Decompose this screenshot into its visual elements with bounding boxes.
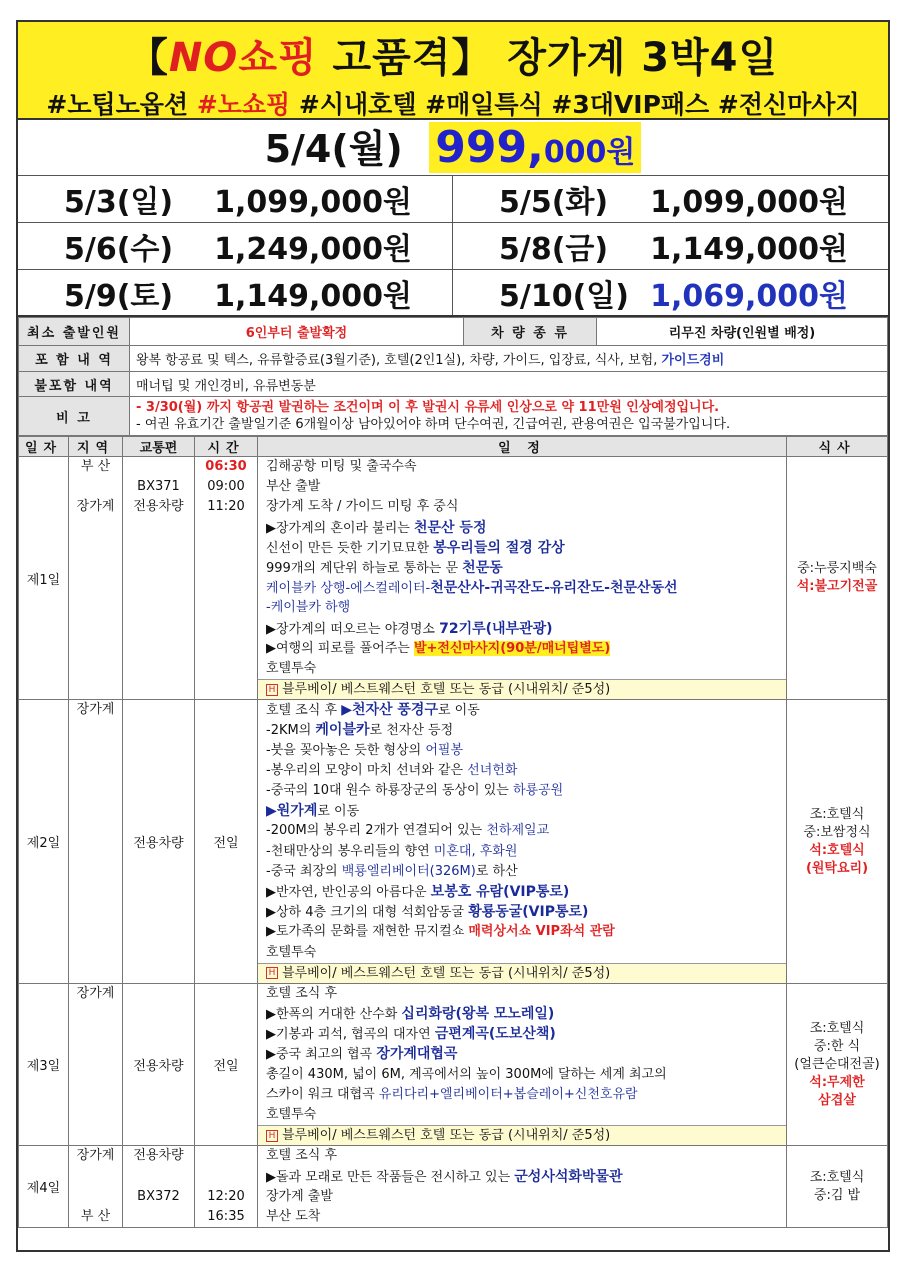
price-row <box>18 176 888 223</box>
line-text: ▶중국 최고의 협곡 <box>266 1047 377 1063</box>
price-date: 5/9(토) <box>64 278 174 314</box>
price-date: 5/8(금) <box>499 232 609 267</box>
day-label: 제1일 <box>19 457 69 700</box>
day-time <box>195 457 258 700</box>
itinerary-line <box>258 1024 786 1044</box>
price-value: 1,249,000원 <box>214 232 412 267</box>
meal-text: 석:무제한 <box>809 1074 865 1090</box>
hotel-line <box>258 963 786 983</box>
day-time: 전일 <box>195 983 258 1146</box>
line-text: ▶토가족의 문화를 재현한 뮤지컬쇼 <box>266 924 469 940</box>
transport-text: BX371 <box>137 479 180 495</box>
itinerary-line <box>258 518 786 538</box>
itinerary-line: 호텔 조식 후 <box>266 1148 338 1164</box>
itinerary-line: 부산 출발 <box>266 479 321 495</box>
line-text: -중국 최장의 <box>266 863 342 879</box>
region-text: 부 산 <box>80 459 111 474</box>
line-highlight: 금편계곡(도보산책) <box>434 1026 556 1043</box>
itinerary-line: 호텔투숙 <box>266 660 317 676</box>
note-line: - 여권 유효기간 출발일기준 6개월이상 남아있어야 하며 단수여권, 긴급여권, 관용여권은 입국불가입니다. <box>136 417 731 432</box>
meal-text: 중:한 식 <box>813 1038 861 1054</box>
transport-text: BX372 <box>137 1188 180 1204</box>
line-text: -200M의 봉우리 2개가 연결되어 있는 <box>266 823 487 839</box>
info-row <box>19 318 888 346</box>
line-text: -천태만상의 봉우리들의 향연 <box>266 843 434 859</box>
line-text: -2KM의 <box>266 723 316 739</box>
include-highlight: 가이드경비 <box>661 353 725 368</box>
title-shopping: 쇼핑 <box>238 35 318 81</box>
itinerary-line: 김해공항 미팅 및 출국수속 <box>266 459 417 474</box>
note-label: 비 고 <box>19 397 130 436</box>
region-text: 장가계 <box>76 702 115 718</box>
hotel-icon: H <box>266 684 278 696</box>
hotel-text: 블루베이/ 베스트웨스턴 호텔 또는 동급 (시내위치/ 준5성) <box>282 965 611 981</box>
transport-text: 전용차량 <box>133 499 184 515</box>
line-highlight: 하룡공원 <box>512 783 564 798</box>
featured-price-value <box>429 122 641 173</box>
schedule-day-row <box>19 983 888 1146</box>
itinerary-line: 총길이 430M, 넓이 6M, 계곡에서의 높이 300M에 달하는 세계 최고의 <box>266 1066 667 1082</box>
hotel-icon: H <box>266 1130 278 1142</box>
title-bracket: 【 <box>127 35 169 81</box>
meal-text: 석:불고기전골 <box>796 579 878 595</box>
hotel-icon: H <box>266 967 278 979</box>
itinerary-line <box>258 1167 786 1187</box>
line-text: ▶장가계의 떠오르는 야경명소 <box>266 621 440 637</box>
line-highlight: 봉우리들의 절경 감상 <box>433 539 565 556</box>
itinerary-line <box>258 558 786 578</box>
itinerary-line <box>258 741 786 761</box>
itinerary-line <box>258 801 786 821</box>
line-text: ▶여행의 피로를 풀어주는 <box>266 640 414 656</box>
meal-text: 석:호텔식 <box>809 842 865 858</box>
price-cell <box>18 270 453 315</box>
price-value: 1,149,000원 <box>214 278 412 314</box>
line-highlight: 어필봉 <box>425 742 464 758</box>
schedule-header-row <box>19 437 888 457</box>
line-text: ▶장가계의 혼이라 불리는 <box>266 520 414 536</box>
itinerary-line: 호텔투숙 <box>266 944 317 960</box>
min-people-value: 6인부터 출발확정 <box>130 318 464 346</box>
meal-text: 조:호텔식 <box>809 1169 865 1185</box>
meal-text: 중:김 밥 <box>813 1187 861 1203</box>
schedule-day-row <box>19 700 888 984</box>
info-row <box>19 372 888 397</box>
line-highlight: 유리다리+엘리베이터+봅슬레이+신천호유람 <box>378 1086 638 1102</box>
itinerary-line <box>258 821 786 841</box>
line-highlight: 케이블카 <box>315 722 370 739</box>
itinerary-line <box>258 1085 786 1105</box>
hotel-line <box>258 679 786 699</box>
day-transport <box>123 457 195 700</box>
line-highlight: 발+전신마사지(90분/매너팁별도) <box>413 640 611 656</box>
title-rest: 고품격】 장가계 3박4일 <box>317 35 779 81</box>
line-text: 로 이동 <box>317 804 360 820</box>
line-text: ▶상하 4층 크기의 대형 석회암동굴 <box>266 905 469 921</box>
day-transport: 전용차량 <box>123 700 195 984</box>
include-label: 포 함 내 역 <box>19 346 130 372</box>
itinerary-line: 호텔투숙 <box>266 1107 317 1122</box>
itinerary-line <box>258 922 786 942</box>
meal-text: 중:보쌈정식 <box>803 824 871 840</box>
time-text: 12:20 <box>207 1188 245 1204</box>
line-highlight: 천문산사-귀곡잔도-유리잔도-천문산동선 <box>430 580 678 597</box>
hotel-text: 블루베이/ 베스트웨스턴 호텔 또는 동급 (시내위치/ 준5성) <box>282 1128 611 1144</box>
line-text: ▶돌과 모래로 만든 작품들은 전시하고 있는 <box>266 1169 515 1185</box>
featured-price <box>18 120 888 176</box>
itinerary-line <box>258 619 786 639</box>
itinerary-line <box>258 538 786 558</box>
flyer-title <box>18 22 888 83</box>
schedule-day-row <box>19 1146 888 1228</box>
line-highlight: 72기루(내부관광) <box>439 620 553 637</box>
schedule-table <box>18 436 888 1228</box>
itinerary-line: 장가계 도착 / 가이드 미팅 후 중식 <box>266 499 459 515</box>
price-date: 5/6(수) <box>64 232 174 267</box>
line-highlight: 천문산 등정 <box>413 519 487 536</box>
exclude-value: 매너팁 및 개인경비, 유류변동분 <box>130 372 888 397</box>
line-highlight: ▶천자산 풍경구 <box>341 702 438 719</box>
region-text: 장가계 <box>76 499 115 515</box>
info-row <box>19 346 888 372</box>
itinerary-line <box>258 1004 786 1024</box>
time-text: 11:20 <box>207 499 245 515</box>
header-region: 지역 <box>69 437 123 457</box>
day-itinerary <box>258 983 787 1146</box>
price-value: 1,099,000원 <box>214 185 412 220</box>
itinerary-line <box>258 902 786 922</box>
min-people-label: 최소 출발인원 <box>19 318 130 346</box>
info-table <box>18 317 888 436</box>
line-text: 스카이 워크 대협곡 <box>266 1086 379 1102</box>
day-region <box>69 457 123 700</box>
line-text: -중국의 10대 원수 하룡장군의 동상이 있는 <box>266 783 513 798</box>
line-text: ▶기봉과 괴석, 협곡의 대자연 <box>266 1027 435 1043</box>
header-transport: 교통편 <box>123 437 195 457</box>
day-transport: 전용차량 <box>123 983 195 1146</box>
line-highlight: 보봉호 유람(VIP통로) <box>430 883 570 900</box>
header-day: 일자 <box>19 437 69 457</box>
itinerary-line <box>258 761 786 781</box>
hotel-text: 블루베이/ 베스트웨스턴 호텔 또는 동급 (시내위치/ 준5성) <box>282 682 611 698</box>
info-row <box>19 397 888 436</box>
price-value: 1,099,000원 <box>650 185 848 220</box>
day-label: 제3일 <box>19 983 69 1146</box>
itinerary-line <box>258 578 786 598</box>
meal-text: 조:호텔식 <box>809 1020 865 1036</box>
region-text: 장가계 <box>76 985 115 1001</box>
itinerary-line <box>258 842 786 862</box>
header-time: 시간 <box>195 437 258 457</box>
line-highlight: 천문동 <box>462 559 503 576</box>
line-highlight: 천하제일교 <box>486 823 550 839</box>
line-highlight: ▶원가계 <box>266 803 318 820</box>
featured-price-main: 999, <box>435 122 544 173</box>
meal-text: (얼큰순대전골) <box>794 1056 880 1072</box>
transport-text: 전용차량 <box>133 1148 184 1164</box>
itinerary-line <box>258 882 786 902</box>
include-value <box>130 346 888 372</box>
meal-text: 중:누룽지백숙 <box>797 561 877 577</box>
line-text: 999개의 계단위 하늘로 통하는 문 <box>266 560 463 576</box>
vehicle-label: 차 량 종 류 <box>464 318 597 346</box>
hashtag-part: #시내호텔 #매일특식 #3대VIP패스 #전신마사지 <box>290 90 860 119</box>
region-text: 장가계 <box>76 1148 115 1164</box>
line-highlight: 군성사석화박물관 <box>514 1168 623 1185</box>
day-label: 제4일 <box>19 1146 69 1228</box>
title-banner <box>18 22 888 120</box>
day-meal <box>787 1146 888 1228</box>
price-cell <box>453 223 888 269</box>
price-row <box>18 223 888 270</box>
line-text: 케이블카 상행-에스컬레이터- <box>266 581 431 597</box>
itinerary-line <box>258 700 786 720</box>
schedule-day-row <box>19 457 888 700</box>
meal-text: (원탁요리) <box>805 860 869 876</box>
day-region <box>69 700 123 984</box>
itinerary-line: 부산 도착 <box>266 1208 321 1224</box>
meal-text: 삼겹살 <box>818 1092 856 1108</box>
header-itinerary: 일 정 <box>258 437 787 457</box>
line-highlight: 매력상서쇼 VIP좌석 관람 <box>468 924 615 940</box>
day-meal <box>787 457 888 700</box>
note-value <box>130 397 888 436</box>
header-meal: 식사 <box>787 437 888 457</box>
itinerary-line: 장가계 출발 <box>266 1188 333 1204</box>
line-text: ▶반자연, 반인공의 아름다운 <box>266 884 431 900</box>
meal-text: 조:호텔식 <box>809 806 865 822</box>
hashtags <box>18 85 888 121</box>
price-cell <box>18 176 453 222</box>
itinerary-line: 호텔 조식 후 <box>266 985 338 1001</box>
price-date: 5/5(화) <box>499 185 609 220</box>
itinerary-line <box>258 781 786 801</box>
time-text: 16:35 <box>207 1208 245 1224</box>
line-text: 로 이동 <box>437 703 480 719</box>
hotel-line <box>258 1125 786 1145</box>
day-meal <box>787 700 888 984</box>
region-text: 부 산 <box>80 1208 111 1224</box>
line-text: ▶한폭의 거대한 산수화 <box>266 1007 402 1023</box>
price-cell <box>453 270 888 315</box>
note-line: - 3/30(월) 까지 항공권 발권하는 조건이며 이 후 발권시 유류세 인상으로 약 11만원 인상예정입니다. <box>136 400 720 415</box>
price-value-highlight: 1,069,000원 <box>650 278 848 314</box>
itinerary-flyer <box>16 20 890 1252</box>
day-label: 제2일 <box>19 700 69 984</box>
day-itinerary <box>258 700 787 984</box>
line-highlight: 십리화랑(왕복 모노레일) <box>401 1006 555 1023</box>
price-date: 5/10(일) <box>499 278 629 314</box>
featured-date: 5/4(월) <box>264 127 403 171</box>
day-itinerary <box>258 1146 787 1228</box>
time-text: 06:30 <box>205 459 247 474</box>
hashtag-noshopping: #노쇼핑 <box>196 90 291 119</box>
line-text: -붓을 꽂아놓은 듯한 형상의 <box>266 742 426 758</box>
day-meal <box>787 983 888 1146</box>
itinerary-line <box>258 862 786 882</box>
line-text: 로 천자산 등정 <box>369 723 454 739</box>
day-time <box>195 1146 258 1228</box>
include-text: 왕복 항공료 및 텍스, 유류할증료(3월기준), 호텔(2인1실), 차량, 가이드, 입장료, 식사, 보험, <box>136 353 662 368</box>
line-text: 로 하산 <box>475 863 518 879</box>
price-value: 1,149,000원 <box>650 232 848 267</box>
price-cell <box>453 176 888 222</box>
day-itinerary <box>258 457 787 700</box>
line-text: 호텔 조식 후 <box>266 703 342 719</box>
line-highlight: 백룡엘리베이터(326M) <box>341 863 476 879</box>
line-highlight: 미혼대, 후화원 <box>433 843 518 859</box>
day-region <box>69 983 123 1146</box>
line-highlight: 선녀헌화 <box>467 762 518 778</box>
price-cell <box>18 223 453 269</box>
day-time: 전일 <box>195 700 258 984</box>
vehicle-value: 리무진 차량(인원별 배정) <box>597 318 888 346</box>
title-no-mark: NO <box>168 35 239 81</box>
line-highlight: 장가계대협곡 <box>376 1046 458 1063</box>
day-transport <box>123 1146 195 1228</box>
line-text: -봉우리의 모양이 마치 선녀와 같은 <box>266 762 468 778</box>
line-text: 신선이 만든 듯한 기기묘묘한 <box>266 540 434 556</box>
featured-price-suffix: 000원 <box>543 135 636 170</box>
price-date: 5/3(일) <box>64 185 174 220</box>
day-region <box>69 1146 123 1228</box>
time-text: 09:00 <box>207 479 245 495</box>
exclude-label: 불포함 내역 <box>19 372 130 397</box>
itinerary-line: -케이블카 하행 <box>266 600 351 616</box>
hashtag-part: #노팁노옵션 <box>46 90 197 119</box>
line-highlight: 황룡동굴(VIP통로) <box>468 904 589 921</box>
price-row <box>18 270 888 317</box>
itinerary-line <box>258 720 786 740</box>
itinerary-line <box>258 639 786 659</box>
itinerary-line <box>258 1044 786 1064</box>
